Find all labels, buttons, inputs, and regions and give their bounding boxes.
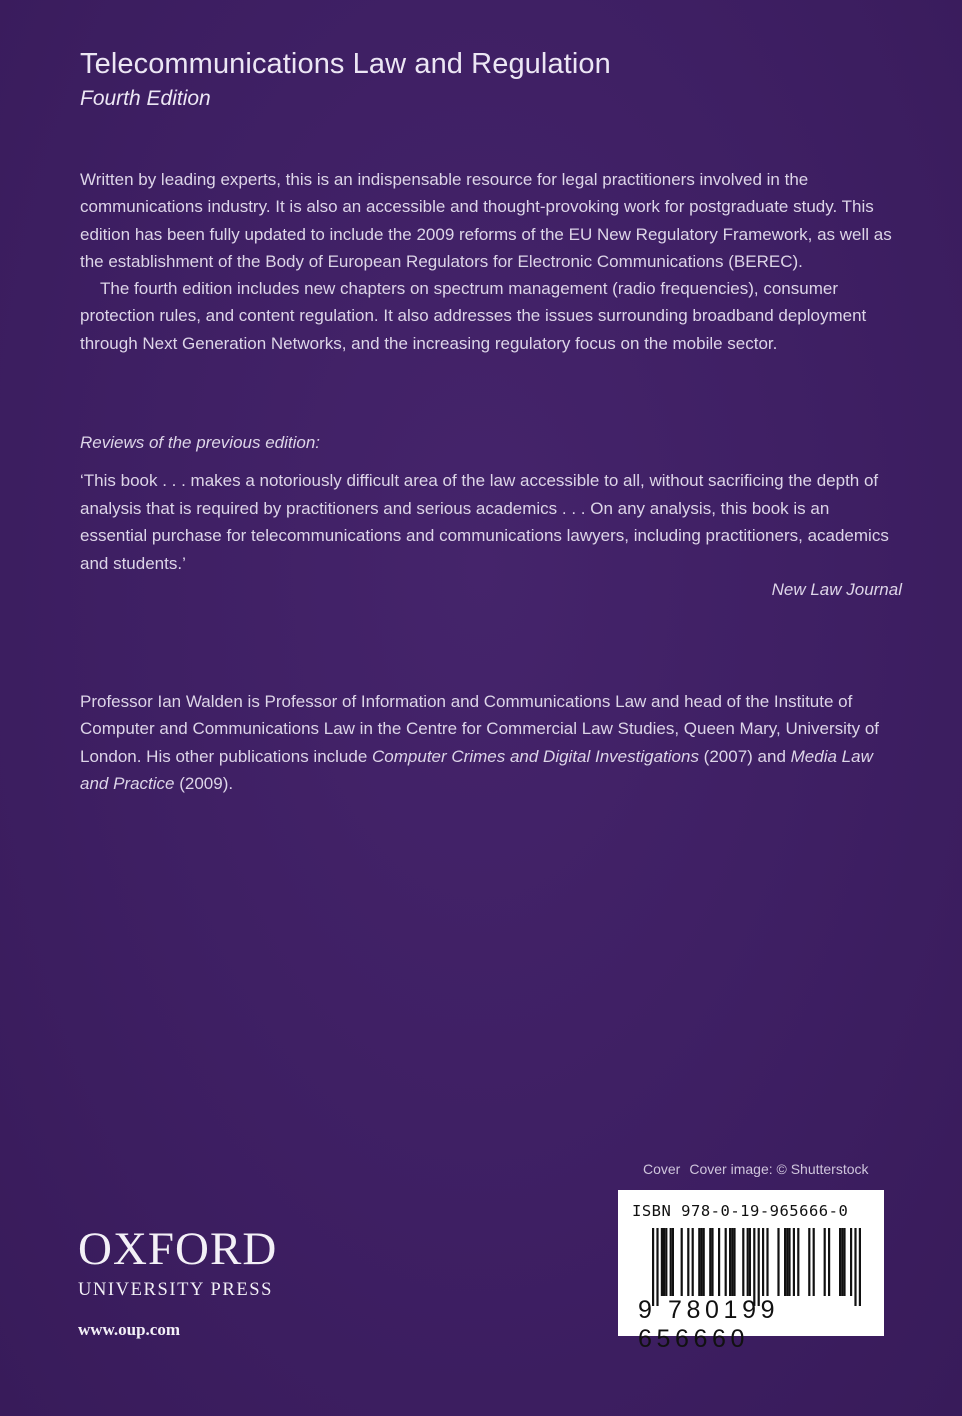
isbn-label: ISBN 978-0-19-965666-0: [632, 1202, 849, 1220]
author-bio-text-2: (2007) and: [698, 746, 791, 766]
author-bio: [80, 688, 900, 798]
author-book-2: Media Law and Practice: [80, 746, 873, 794]
blurb-paragraph-2: The fourth edition includes new chapters on spectrum management (radio frequencies), consumer protection rules, and content regulation. It also addresses the issues surrounding broadband deployment through Next Generation Networks, and the increasing regulatory focus on the mobile sector.: [80, 279, 867, 353]
title-block: [80, 48, 611, 111]
review-quote: ‘This book . . . makes a notoriously difficult area of the law accessible to all, without sacrificing the depth of analysis that is required by practitioners and serious academics . . . On any analysis, this book is an essential purchase for telecommunications and communications lawyers, including practitioners, academics and students.’: [80, 471, 889, 573]
author-bio-text-1: Professor Ian Walden is Professor of Information and Communications Law and head of the Institute of Computer and Communications Law in the Centre for Commercial Law Studies, Queen Mary, University of London. His other publications include: [80, 692, 880, 766]
review-source: New Law Journal: [771, 580, 902, 599]
barcode-box: [618, 1190, 884, 1353]
reviews-heading: Reviews of the previous edition:: [80, 433, 321, 452]
book-edition: Fourth Edition: [80, 87, 211, 110]
cover-label: Cover: [643, 1161, 681, 1177]
blurb: [80, 166, 892, 357]
publisher-logo: [78, 1223, 278, 1301]
cover-image-credit: Cover image: © Shutterstock: [689, 1161, 869, 1177]
publisher-subname: UNIVERSITY PRESS: [78, 1280, 274, 1300]
author-bio-text-3: (2009).: [174, 774, 234, 794]
author-book-1: Computer Crimes and Digital Investigations: [372, 746, 699, 766]
book-title: Telecommunications Law and Regulation: [80, 48, 611, 80]
barcode-digits: 9 780199 656660: [638, 1296, 780, 1353]
cover-credit: [643, 1161, 869, 1177]
publisher-url: www.oup.com: [78, 1320, 181, 1339]
publisher-name: OXFORD: [78, 1223, 278, 1275]
blurb-paragraph-1: Written by leading experts, this is an indispensable resource for legal practitioners involved in the communications industry. It is also an accessible and thought-provoking work for postgraduate study. This edition has been fully updated to include the 2009 reforms of the EU New Regulatory Framework, as well as the establishment of the Body of European Regulators for Electronic Communications (BEREC).: [80, 170, 892, 271]
